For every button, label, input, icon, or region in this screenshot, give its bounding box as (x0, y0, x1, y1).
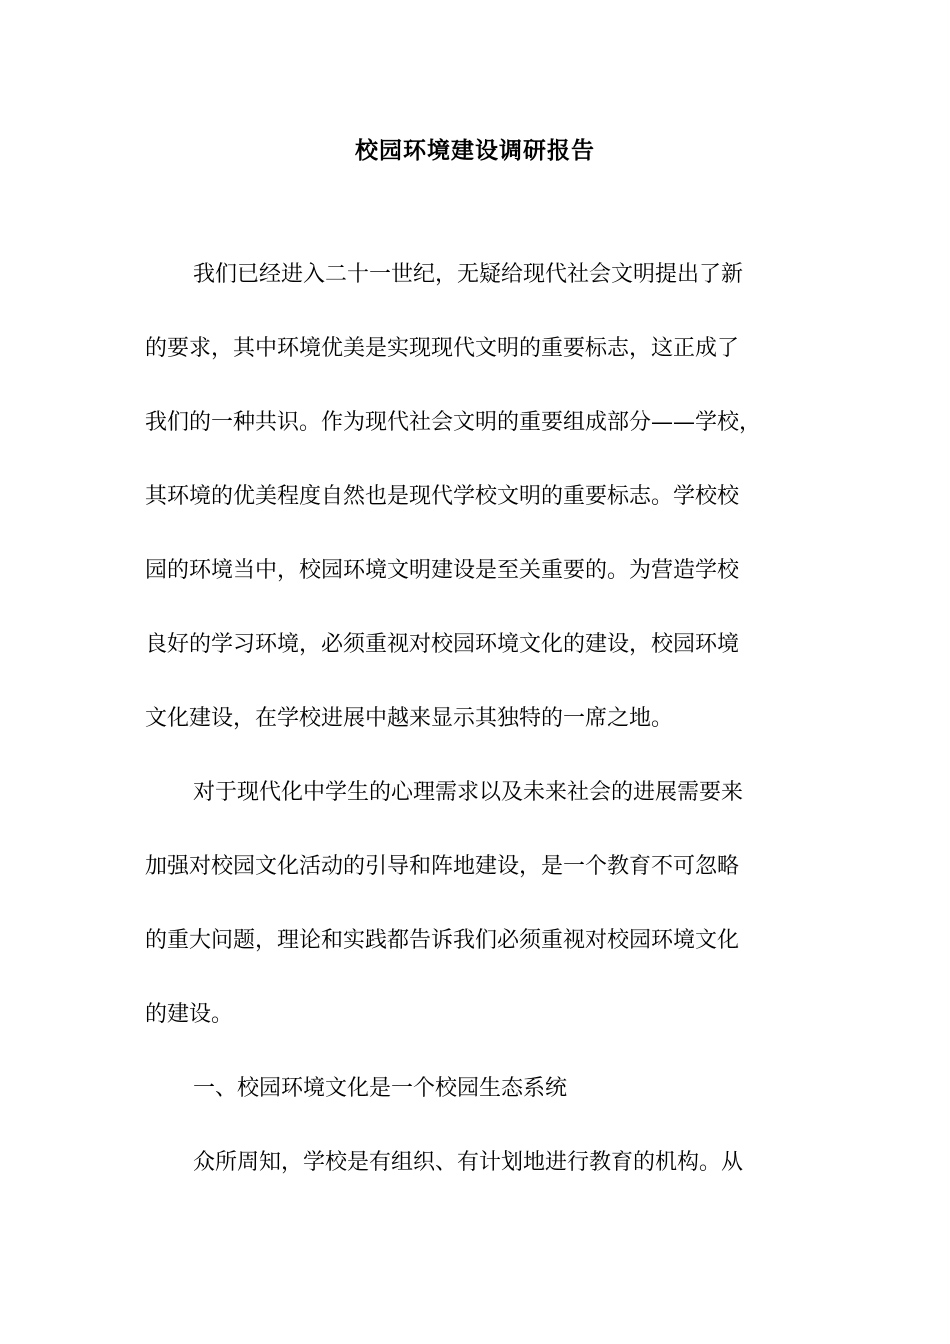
body-line: 园的环境当中，校园环境文明建设是至关重要的。为营造学校 (145, 558, 740, 583)
body-line: 其环境的优美程度自然也是现代学校文明的重要标志。学校校 (145, 484, 740, 509)
body-line: 良好的学习环境，必须重视对校园环境文化的建设，校园环境 (145, 632, 740, 657)
body-line: 的重大问题，理论和实践都告诉我们必须重视对校园环境文化 (145, 928, 740, 953)
body-line: 众所周知，学校是有组织、有计划地进行教育的机构。从 (193, 1150, 744, 1175)
body-line: 对于现代化中学生的心理需求以及未来社会的进展需要来 (193, 780, 744, 805)
document-title: 校园环境建设调研报告 (355, 137, 595, 164)
body-line: 加强对校园文化活动的引导和阵地建设，是一个教育不可忽略 (145, 854, 740, 879)
body-line: 我们已经进入二十一世纪，无疑给现代社会文明提出了新 (193, 262, 744, 287)
body-line: 的建设。 (145, 1002, 234, 1027)
document-body (145, 256, 810, 1218)
body-line: 的要求，其中环境优美是实现现代文明的重要标志，这正成了 (145, 336, 740, 361)
body-line: 文化建设，在学校进展中越来显示其独特的一席之地。 (145, 706, 674, 731)
section-heading: 一、校园环境文化是一个校园生态系统 (193, 1076, 568, 1101)
body-line: 我们的一种共识。作为现代社会文明的重要组成部分——学校， (145, 410, 762, 435)
